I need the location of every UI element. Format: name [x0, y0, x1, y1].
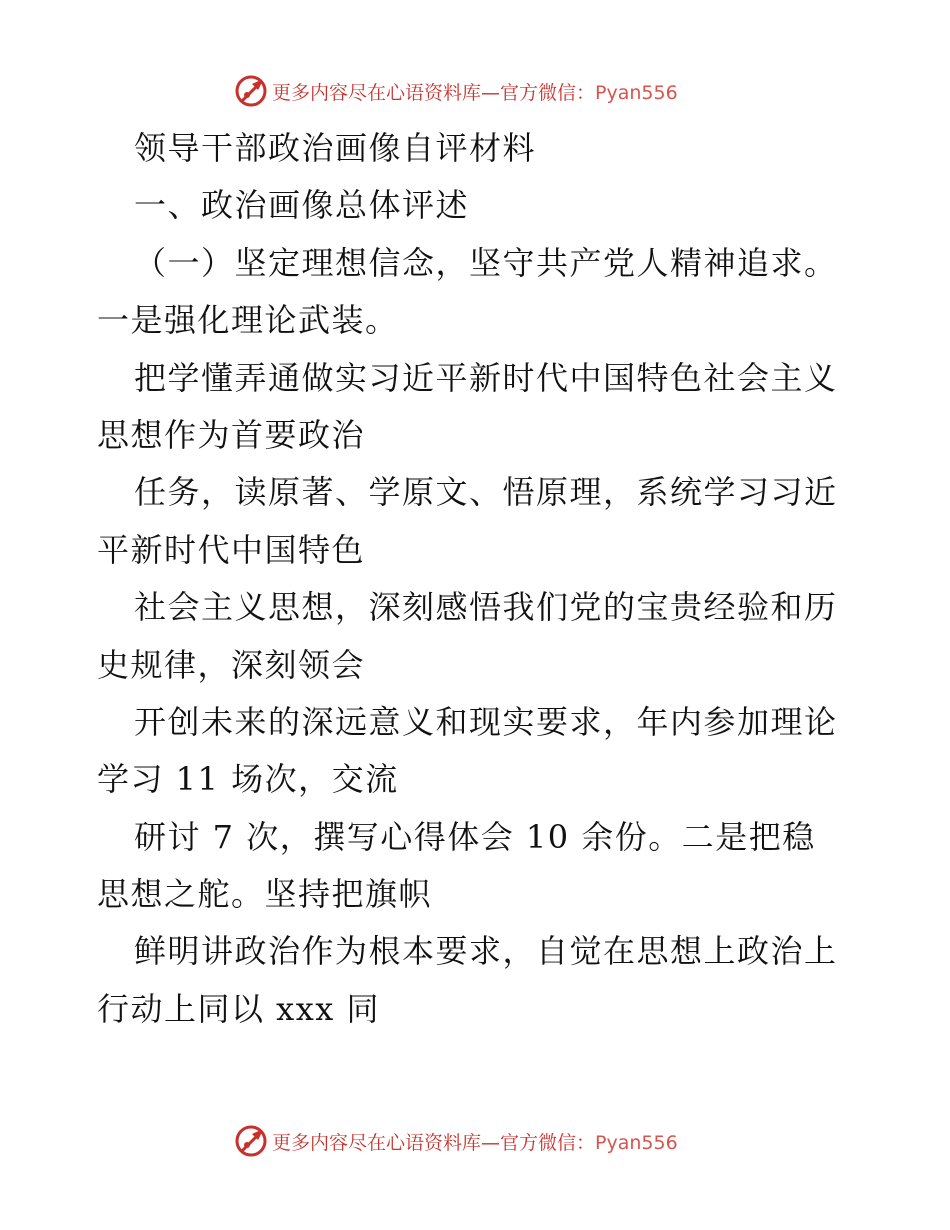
- paragraph-line: 平新时代中国特色: [97, 530, 366, 569]
- paragraph-line: 开创未来的深远意义和现实要求，年内参加理论: [134, 702, 838, 741]
- paragraph-line: 思想作为首要政治: [97, 415, 366, 454]
- watermark-wechat-id: Pyan556: [595, 1131, 678, 1154]
- paragraph-line: 行动上同以 xxx 同: [97, 989, 380, 1028]
- paragraph-line: 一是强化理论武装。: [97, 301, 399, 340]
- header-watermark: [234, 71, 678, 111]
- paragraph-line: 思想之舵。坚持把旗帜: [97, 875, 433, 914]
- quill-seal-icon: [234, 74, 268, 108]
- document-body: [97, 120, 867, 1038]
- watermark-brand-text: 更多内容尽在心语资料库—官方微信：: [272, 1131, 596, 1154]
- section-heading: 一、政治画像总体评述: [134, 186, 470, 225]
- subsection-heading: （一）坚定理想信念，坚守共产党人精神追求。: [134, 243, 838, 282]
- paragraph-line: 任务，读原著、学原文、悟原理，系统学习习近: [134, 473, 838, 512]
- paragraph-line: 史规律，深刻领会: [97, 645, 366, 684]
- document-title: 领导干部政治画像自评材料: [134, 129, 537, 167]
- paragraph-line: 学习 11 场次，交流: [97, 760, 399, 799]
- paragraph-line: 社会主义思想，深刻感悟我们党的宝贵经验和历: [134, 588, 838, 627]
- paragraph-line: 研讨 7 次，撰写心得体会 10 余份。二是把稳: [134, 817, 816, 856]
- paragraph-line: 鲜明讲政治作为根本要求，自觉在思想上政治上: [134, 932, 838, 971]
- quill-seal-icon: [234, 1124, 268, 1158]
- watermark-wechat-id: Pyan556: [595, 81, 678, 104]
- paragraph-line: 把学懂弄通做实习近平新时代中国特色社会主义: [134, 358, 838, 397]
- watermark-brand-text: 更多内容尽在心语资料库—官方微信：: [272, 81, 596, 104]
- footer-watermark: [234, 1121, 678, 1161]
